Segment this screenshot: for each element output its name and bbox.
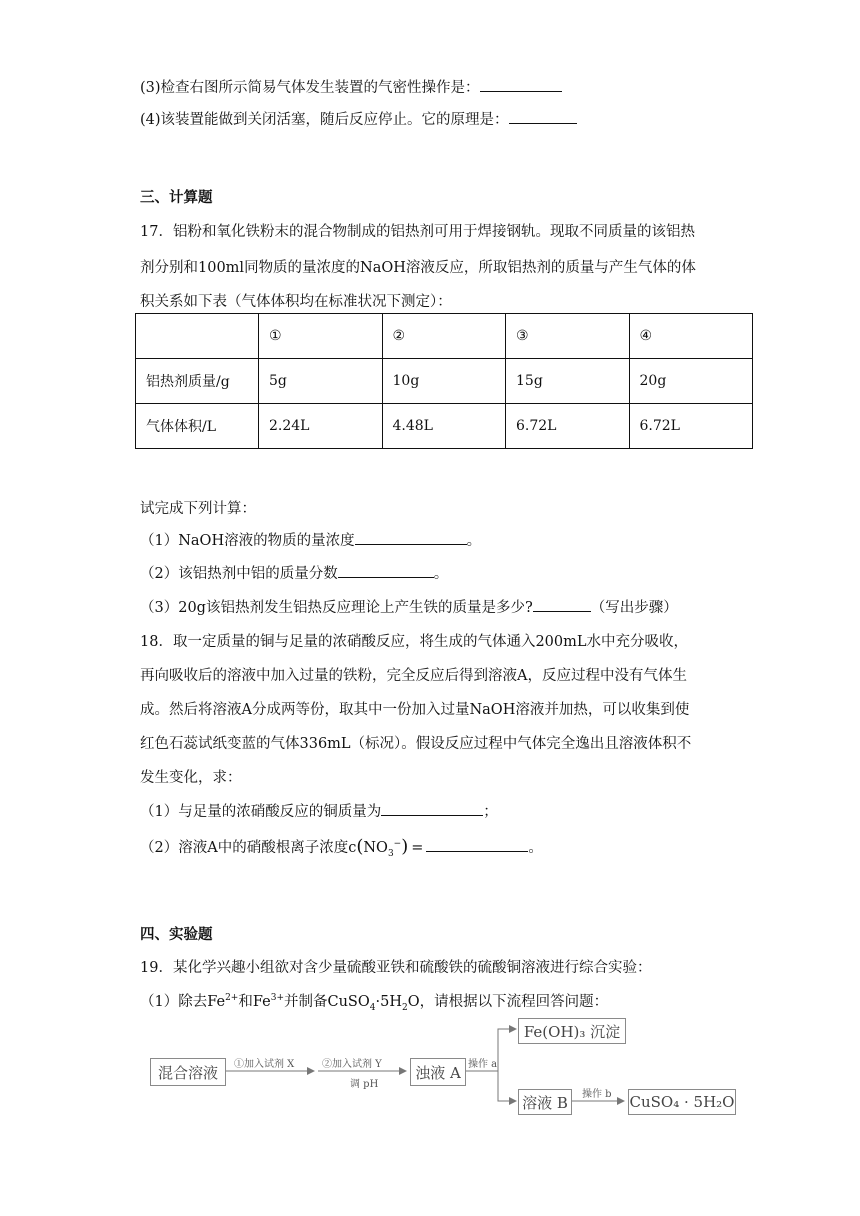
step1-label: ①加入试剂 X: [234, 1059, 295, 1070]
q19-text: 19．某化学兴趣小组欲对含少量硫酸亚铁和硫酸铁的硫酸铜溶液进行综合实验：: [140, 960, 652, 976]
table-row: [136, 359, 753, 404]
q17-text: 剂分别和100ml同物质的量浓度的NaOH溶液反应，所取铝热剂的质量与产生气体的体: [140, 260, 696, 276]
q17-text: 积关系如下表（气体体积均在标准状况下测定）：: [140, 294, 452, 310]
process-flow-diagram: [150, 1015, 740, 1125]
table-cell: 2.24L: [259, 404, 383, 449]
table-cell: ①: [259, 314, 383, 359]
answer-blank[interactable]: [480, 77, 562, 92]
turbid-liquid-box: 浊液 A: [410, 1058, 466, 1086]
q18-text: 红色石蕊试纸变蓝的气体336mL（标况）。假设反应过程中气体完全逸出且溶液体积不: [140, 736, 692, 752]
answer-blank[interactable]: [381, 801, 483, 816]
q17-sub3: （3）20g该铝热剂发生铝热反应理论上产生铁的质量是多少? （写出步骤）: [140, 596, 678, 617]
answer-blank[interactable]: [509, 109, 577, 124]
operation-a-label: 操作 a: [468, 1059, 498, 1070]
table-cell: 气体体积/L: [136, 404, 259, 449]
section-title: 三、计算题: [140, 189, 213, 206]
q18-text: 18．取一定质量的铜与足量的浓硝酸反应，将生成的气体通入200mL水中充分吸收，: [140, 634, 689, 650]
answer-blank[interactable]: [533, 597, 591, 612]
answer-blank[interactable]: [355, 530, 467, 545]
table-cell: 10g: [382, 359, 506, 404]
q17-sub1: （1）NaOH溶液的物质的量浓度 。: [140, 529, 481, 550]
q17-sub2: （2）该铝热剂中铝的质量分数 。: [140, 562, 448, 583]
table-cell: ③: [506, 314, 630, 359]
q17-text: 17．铝粉和氧化铁粉末的混合物制成的铝热剂可用于焊接钢轨。现取不同质量的该铝热: [140, 224, 695, 240]
operation-b-label: 操作 b: [582, 1089, 612, 1100]
q19-sub1: （1）除去$Fe^{2+}$和$Fe^{3+}$并制备$CuSO_4\cdot 5H_2O$，请根据以下流程回答问题：: [140, 993, 609, 1013]
q18-sub1: （1）与足量的浓硝酸反应的铜质量为 ；: [140, 800, 498, 821]
precipitate-box: Fe(OH)₃ 沉淀: [518, 1018, 626, 1044]
table-cell: ④: [629, 314, 753, 359]
table-cell: 铝热剂质量/g: [136, 359, 259, 404]
step2-label: ②加入试剂 Y: [322, 1059, 382, 1070]
mixed-solution-box: 混合溶液: [150, 1058, 226, 1086]
q16-part3: (3)检查右图所示简易气体发生装置的气密性操作是：: [140, 76, 562, 97]
data-table: [135, 313, 753, 449]
ph-label: 调 pH: [350, 1079, 379, 1090]
q18-text: 发生变化，求：: [140, 770, 242, 786]
section-title: 四、实验题: [140, 926, 213, 943]
table-cell: 6.72L: [629, 404, 753, 449]
q17-prompt: 试完成下列计算：: [140, 501, 256, 517]
table-cell: 20g: [629, 359, 753, 404]
nitrate-expression: (: [356, 836, 364, 857]
q18-text: 成。然后将溶液A分成两等份，取其中一份加入过量NaOH溶液并加热，可以收集到使: [140, 702, 690, 718]
solution-b-box: 溶液 B: [518, 1089, 572, 1115]
table-cell: 5g: [259, 359, 383, 404]
answer-blank[interactable]: [338, 563, 434, 578]
q18-sub2: （2）溶液A中的硝酸根离子浓度$c(NO_3^-)$ = 。: [140, 836, 543, 859]
table-cell: 15g: [506, 359, 630, 404]
table-cell: 4.48L: [382, 404, 506, 449]
table-cell: 6.72L: [506, 404, 630, 449]
table-row: [136, 404, 753, 449]
table-header-row: [136, 314, 753, 359]
table-cell: [136, 314, 259, 359]
q16-part4: (4)该装置能做到关闭活塞，随后反应停止。它的原理是：: [140, 108, 577, 129]
table-cell: ②: [382, 314, 506, 359]
q18-text: 再向吸收后的溶液中加入过量的铁粉，完全反应后得到溶液A，反应过程中没有气体生: [140, 668, 687, 684]
answer-blank[interactable]: [426, 837, 528, 852]
product-box: CuSO₄ · 5H₂O: [628, 1089, 736, 1115]
